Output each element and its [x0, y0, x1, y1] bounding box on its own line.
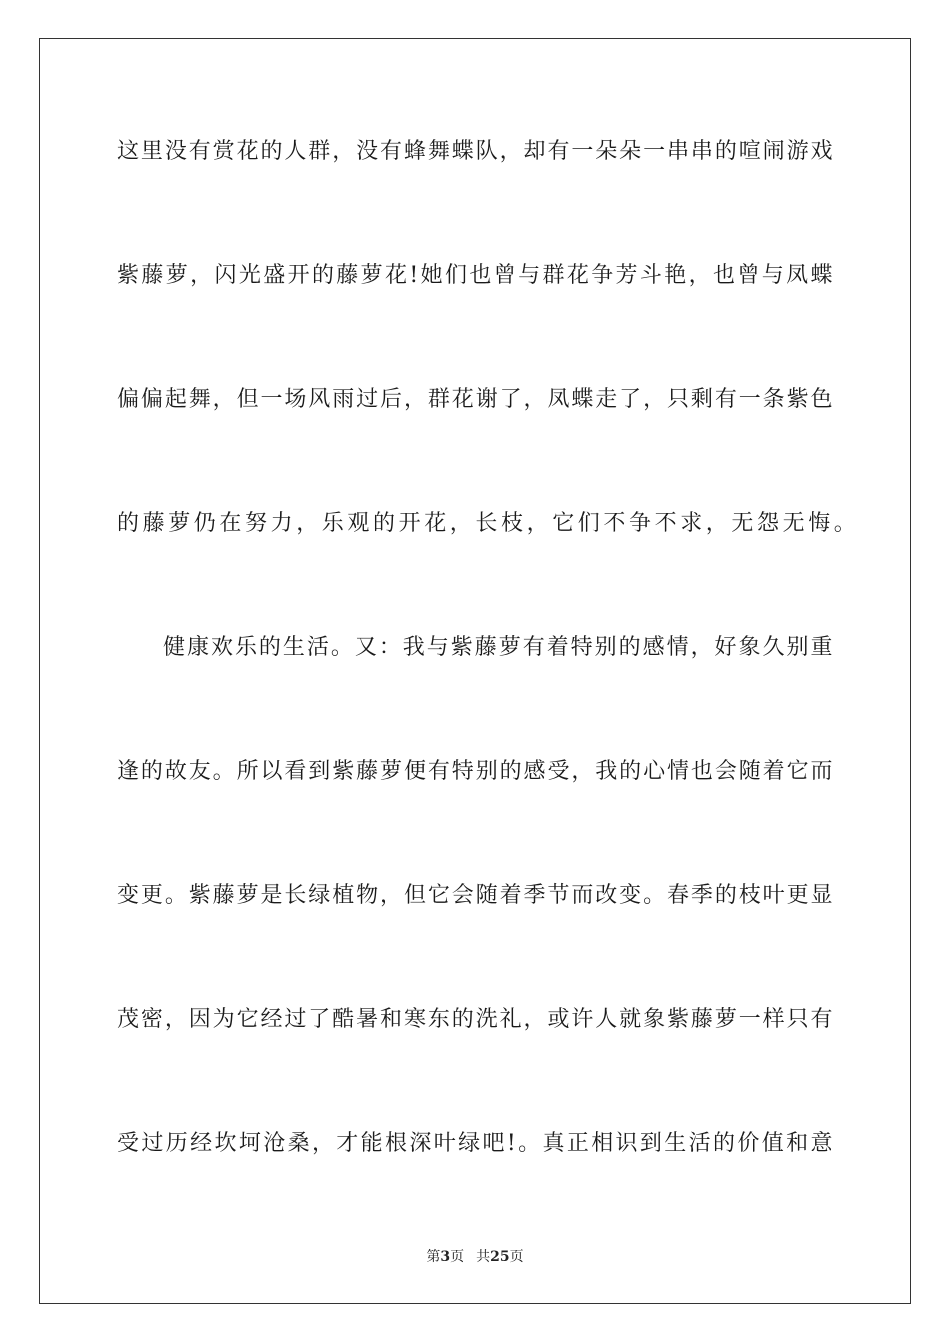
text-line-9: 受过历经坎坷沧桑，才能根深叶绿吧!。真正相识到生活的价值和意 — [117, 1131, 833, 1156]
text-line-8: 茂密，因为它经过了酷暑和寒东的洗礼，或许人就象紫藤萝一样只有 — [117, 1007, 833, 1032]
text-line-1: 这里没有赏花的人群，没有蜂舞蝶队，却有一朵朵一串串的喧闹游戏 — [117, 139, 833, 164]
page-suffix: 页 — [450, 1249, 465, 1265]
page-footer — [0, 1248, 950, 1266]
text-line-3: 偏偏起舞，但一场风雨过后，群花谢了，凤蝶走了，只剩有一条紫色 — [117, 387, 833, 412]
text-line-7: 变更。紫藤萝是长绿植物，但它会随着季节而改变。春季的枝叶更显 — [117, 883, 833, 908]
text-line-6: 逢的故友。所以看到紫藤萝便有特别的感受，我的心情也会随着它而 — [117, 759, 833, 784]
text-line-2: 紫藤萝，闪光盛开的藤萝花!她们也曾与群花争芳斗艳，也曾与凤蝶 — [117, 263, 833, 288]
current-page-number: 3 — [440, 1249, 451, 1265]
text-line-5: 健康欢乐的生活。又：我与紫藤萝有着特别的感情，好象久别重 — [163, 635, 833, 660]
total-suffix: 页 — [509, 1249, 524, 1265]
page-prefix: 第 — [426, 1249, 441, 1265]
total-prefix: 共 — [476, 1249, 491, 1265]
text-line-4: 的藤萝仍在努力，乐观的开花，长枝，它们不争不求，无怨无悔。 — [117, 511, 860, 536]
page-border — [39, 38, 911, 1304]
total-page-count: 25 — [490, 1249, 510, 1265]
